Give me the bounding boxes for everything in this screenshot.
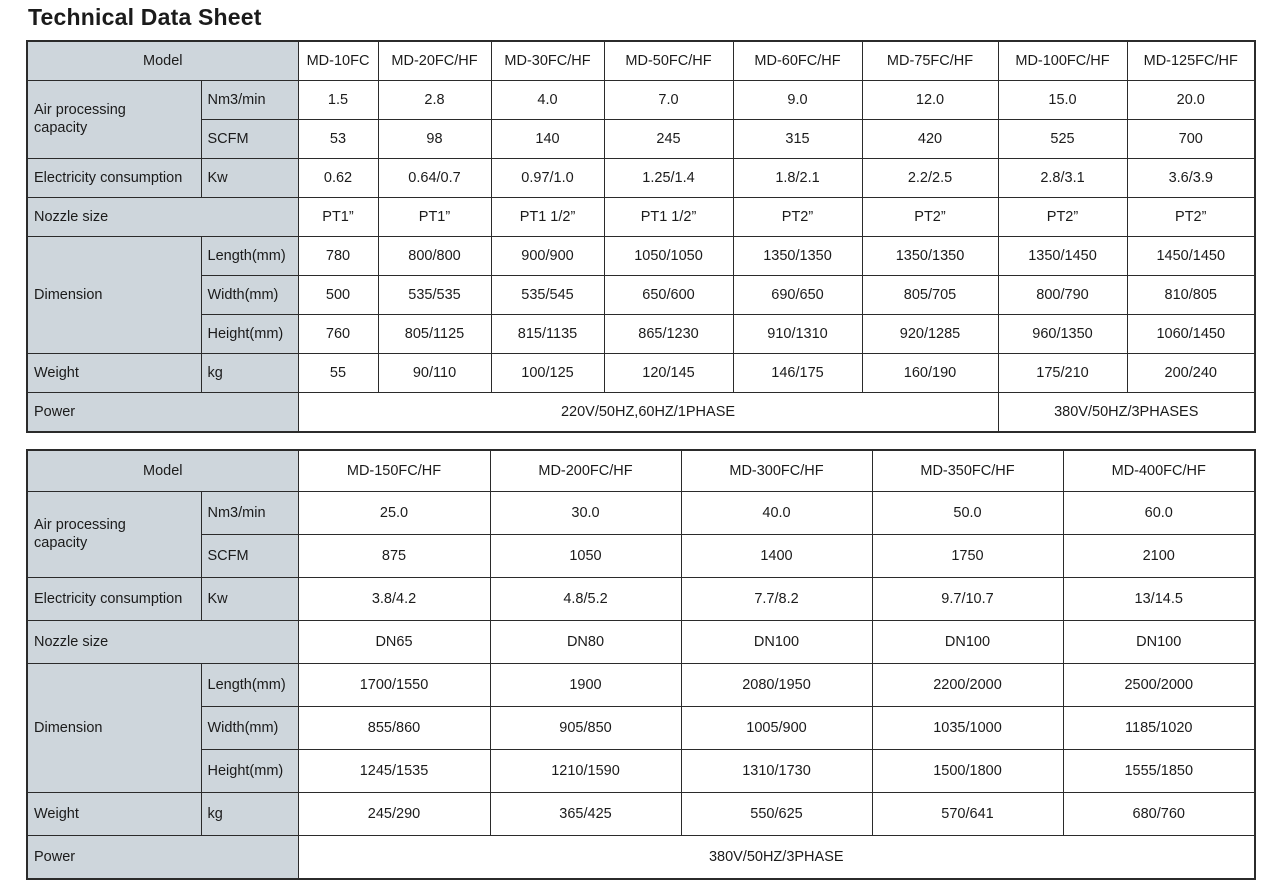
table-row-scfm bbox=[27, 119, 1255, 158]
power-value-cell: 220V/50HZ,60HZ/1PHASE bbox=[298, 392, 998, 432]
value-cell: 680/760 bbox=[1063, 792, 1255, 835]
value-cell: 1350/1350 bbox=[733, 236, 862, 275]
row-sublabel-scfm: SCFM bbox=[201, 119, 298, 158]
table-row-model-header bbox=[27, 450, 1255, 492]
value-cell: 690/650 bbox=[733, 275, 862, 314]
row-sublabel-length: Length(mm) bbox=[201, 663, 298, 706]
row-sublabel-kg: kg bbox=[201, 792, 298, 835]
value-cell: 245 bbox=[604, 119, 733, 158]
value-cell: 535/535 bbox=[378, 275, 491, 314]
row-sublabel-scfm: SCFM bbox=[201, 534, 298, 577]
value-cell: 1245/1535 bbox=[298, 749, 490, 792]
value-cell: 175/210 bbox=[998, 353, 1127, 392]
table-row-length bbox=[27, 663, 1255, 706]
value-cell: 12.0 bbox=[862, 80, 998, 119]
value-cell: DN65 bbox=[298, 620, 490, 663]
value-cell: 1.8/2.1 bbox=[733, 158, 862, 197]
row-sublabel-width: Width(mm) bbox=[201, 706, 298, 749]
value-cell: 1700/1550 bbox=[298, 663, 490, 706]
row-sublabel-height: Height(mm) bbox=[201, 749, 298, 792]
value-cell: 15.0 bbox=[998, 80, 1127, 119]
value-cell: 805/1125 bbox=[378, 314, 491, 353]
model-name-cell: MD-20FC/HF bbox=[378, 41, 491, 81]
value-cell: 800/800 bbox=[378, 236, 491, 275]
model-name-cell: MD-10FC bbox=[298, 41, 378, 81]
value-cell: 2.8 bbox=[378, 80, 491, 119]
row-label-air-processing-capacity bbox=[27, 80, 201, 158]
power-value-cell: 380V/50HZ/3PHASE bbox=[298, 835, 1255, 879]
row-sublabel-nm3min: Nm3/min bbox=[201, 80, 298, 119]
value-cell: 365/425 bbox=[490, 792, 681, 835]
table-row-weight bbox=[27, 353, 1255, 392]
table-row-model-header bbox=[27, 41, 1255, 81]
air-capacity-line1: Air processing bbox=[34, 101, 126, 118]
row-sublabel-height: Height(mm) bbox=[201, 314, 298, 353]
value-cell: 25.0 bbox=[298, 491, 490, 534]
value-cell: 90/110 bbox=[378, 353, 491, 392]
row-label-electricity-consumption: Electricity consumption bbox=[27, 577, 201, 620]
value-cell: 1050/1050 bbox=[604, 236, 733, 275]
value-cell: 700 bbox=[1127, 119, 1255, 158]
value-cell: 0.64/0.7 bbox=[378, 158, 491, 197]
value-cell: 1400 bbox=[681, 534, 872, 577]
value-cell: 905/850 bbox=[490, 706, 681, 749]
row-label-dimension: Dimension bbox=[27, 236, 201, 353]
table-row-scfm bbox=[27, 534, 1255, 577]
value-cell: 30.0 bbox=[490, 491, 681, 534]
value-cell: 40.0 bbox=[681, 491, 872, 534]
row-label-dimension: Dimension bbox=[27, 663, 201, 792]
value-cell: PT1 1/2” bbox=[604, 197, 733, 236]
value-cell: 1060/1450 bbox=[1127, 314, 1255, 353]
value-cell: 500 bbox=[298, 275, 378, 314]
row-label-power: Power bbox=[27, 392, 298, 432]
value-cell: 1210/1590 bbox=[490, 749, 681, 792]
value-cell: 50.0 bbox=[872, 491, 1063, 534]
value-cell: 2.8/3.1 bbox=[998, 158, 1127, 197]
value-cell: 2500/2000 bbox=[1063, 663, 1255, 706]
row-label-power: Power bbox=[27, 835, 298, 879]
value-cell: PT2” bbox=[998, 197, 1127, 236]
value-cell: 810/805 bbox=[1127, 275, 1255, 314]
row-label-nozzle-size: Nozzle size bbox=[27, 620, 298, 663]
value-cell: 20.0 bbox=[1127, 80, 1255, 119]
value-cell: 3.6/3.9 bbox=[1127, 158, 1255, 197]
value-cell: 1035/1000 bbox=[872, 706, 1063, 749]
technical-data-sheet-page bbox=[0, 4, 1280, 865]
row-sublabel-length: Length(mm) bbox=[201, 236, 298, 275]
value-cell: 200/240 bbox=[1127, 353, 1255, 392]
value-cell: 160/190 bbox=[862, 353, 998, 392]
value-cell: 550/625 bbox=[681, 792, 872, 835]
value-cell: 9.0 bbox=[733, 80, 862, 119]
power-value-cell: 380V/50HZ/3PHASES bbox=[998, 392, 1255, 432]
row-sublabel-kw: Kw bbox=[201, 577, 298, 620]
table-row-power bbox=[27, 392, 1255, 432]
value-cell: 535/545 bbox=[491, 275, 604, 314]
value-cell: 1450/1450 bbox=[1127, 236, 1255, 275]
table-row-width bbox=[27, 706, 1255, 749]
value-cell: PT1” bbox=[378, 197, 491, 236]
value-cell: 4.0 bbox=[491, 80, 604, 119]
value-cell: 7.7/8.2 bbox=[681, 577, 872, 620]
row-label-electricity-consumption: Electricity consumption bbox=[27, 158, 201, 197]
row-label-weight: Weight bbox=[27, 353, 201, 392]
value-cell: 1900 bbox=[490, 663, 681, 706]
value-cell: 1555/1850 bbox=[1063, 749, 1255, 792]
value-cell: 855/860 bbox=[298, 706, 490, 749]
model-header-label: Model bbox=[27, 41, 298, 81]
value-cell: 420 bbox=[862, 119, 998, 158]
value-cell: 0.62 bbox=[298, 158, 378, 197]
value-cell: 3.8/4.2 bbox=[298, 577, 490, 620]
spec-table-small-models bbox=[26, 40, 1256, 433]
value-cell: 1.25/1.4 bbox=[604, 158, 733, 197]
value-cell: DN100 bbox=[1063, 620, 1255, 663]
model-name-cell: MD-300FC/HF bbox=[681, 450, 872, 492]
table-row-weight bbox=[27, 792, 1255, 835]
table-row-power bbox=[27, 835, 1255, 879]
model-name-cell: MD-50FC/HF bbox=[604, 41, 733, 81]
model-name-cell: MD-100FC/HF bbox=[998, 41, 1127, 81]
value-cell: 4.8/5.2 bbox=[490, 577, 681, 620]
value-cell: PT2” bbox=[862, 197, 998, 236]
value-cell: 800/790 bbox=[998, 275, 1127, 314]
model-name-cell: MD-60FC/HF bbox=[733, 41, 862, 81]
value-cell: 55 bbox=[298, 353, 378, 392]
value-cell: 525 bbox=[998, 119, 1127, 158]
value-cell: DN100 bbox=[681, 620, 872, 663]
value-cell: 875 bbox=[298, 534, 490, 577]
value-cell: 53 bbox=[298, 119, 378, 158]
value-cell: 9.7/10.7 bbox=[872, 577, 1063, 620]
row-sublabel-kg: kg bbox=[201, 353, 298, 392]
value-cell: 1310/1730 bbox=[681, 749, 872, 792]
value-cell: 1350/1350 bbox=[862, 236, 998, 275]
row-label-nozzle-size: Nozzle size bbox=[27, 197, 298, 236]
value-cell: 910/1310 bbox=[733, 314, 862, 353]
value-cell: 1350/1450 bbox=[998, 236, 1127, 275]
value-cell: 815/1135 bbox=[491, 314, 604, 353]
table-row-length bbox=[27, 236, 1255, 275]
value-cell: 0.97/1.0 bbox=[491, 158, 604, 197]
value-cell: PT1 1/2” bbox=[491, 197, 604, 236]
table-row-nm3min bbox=[27, 80, 1255, 119]
table-row-electricity-consumption bbox=[27, 577, 1255, 620]
value-cell: 1750 bbox=[872, 534, 1063, 577]
value-cell: 650/600 bbox=[604, 275, 733, 314]
value-cell: DN100 bbox=[872, 620, 1063, 663]
model-header-label: Model bbox=[27, 450, 298, 492]
value-cell: 920/1285 bbox=[862, 314, 998, 353]
table-row-width bbox=[27, 275, 1255, 314]
value-cell: 780 bbox=[298, 236, 378, 275]
value-cell: 2200/2000 bbox=[872, 663, 1063, 706]
model-name-cell: MD-125FC/HF bbox=[1127, 41, 1255, 81]
air-capacity-line2: capacity bbox=[34, 120, 88, 137]
value-cell: 805/705 bbox=[862, 275, 998, 314]
value-cell: 2.2/2.5 bbox=[862, 158, 998, 197]
value-cell: 1500/1800 bbox=[872, 749, 1063, 792]
table-row-height bbox=[27, 749, 1255, 792]
value-cell: PT2” bbox=[733, 197, 862, 236]
value-cell: 146/175 bbox=[733, 353, 862, 392]
table-row-nozzle-size bbox=[27, 197, 1255, 236]
spec-table-large-models bbox=[26, 449, 1256, 880]
value-cell: 960/1350 bbox=[998, 314, 1127, 353]
value-cell: 1.5 bbox=[298, 80, 378, 119]
row-label-air-processing-capacity bbox=[27, 491, 201, 577]
table-row-nozzle-size bbox=[27, 620, 1255, 663]
value-cell: PT1” bbox=[298, 197, 378, 236]
table-row-electricity-consumption bbox=[27, 158, 1255, 197]
model-name-cell: MD-30FC/HF bbox=[491, 41, 604, 81]
model-name-cell: MD-200FC/HF bbox=[490, 450, 681, 492]
table-row-height bbox=[27, 314, 1255, 353]
value-cell: 2100 bbox=[1063, 534, 1255, 577]
air-capacity-line1: Air processing bbox=[34, 516, 126, 533]
value-cell: 1050 bbox=[490, 534, 681, 577]
value-cell: 2080/1950 bbox=[681, 663, 872, 706]
value-cell: 120/145 bbox=[604, 353, 733, 392]
table-spacer bbox=[26, 433, 1254, 449]
model-name-cell: MD-75FC/HF bbox=[862, 41, 998, 81]
value-cell: 100/125 bbox=[491, 353, 604, 392]
value-cell: DN80 bbox=[490, 620, 681, 663]
model-name-cell: MD-400FC/HF bbox=[1063, 450, 1255, 492]
air-capacity-line2: capacity bbox=[34, 535, 88, 552]
row-sublabel-kw: Kw bbox=[201, 158, 298, 197]
value-cell: 13/14.5 bbox=[1063, 577, 1255, 620]
model-name-cell: MD-150FC/HF bbox=[298, 450, 490, 492]
value-cell: 98 bbox=[378, 119, 491, 158]
value-cell: 1005/900 bbox=[681, 706, 872, 749]
value-cell: 865/1230 bbox=[604, 314, 733, 353]
row-label-weight: Weight bbox=[27, 792, 201, 835]
value-cell: 140 bbox=[491, 119, 604, 158]
row-sublabel-width: Width(mm) bbox=[201, 275, 298, 314]
table-row-nm3min bbox=[27, 491, 1255, 534]
value-cell: 760 bbox=[298, 314, 378, 353]
value-cell: PT2” bbox=[1127, 197, 1255, 236]
value-cell: 245/290 bbox=[298, 792, 490, 835]
value-cell: 7.0 bbox=[604, 80, 733, 119]
row-sublabel-nm3min: Nm3/min bbox=[201, 491, 298, 534]
value-cell: 900/900 bbox=[491, 236, 604, 275]
value-cell: 1185/1020 bbox=[1063, 706, 1255, 749]
page-title: Technical Data Sheet bbox=[28, 4, 262, 30]
value-cell: 315 bbox=[733, 119, 862, 158]
value-cell: 60.0 bbox=[1063, 491, 1255, 534]
value-cell: 570/641 bbox=[872, 792, 1063, 835]
model-name-cell: MD-350FC/HF bbox=[872, 450, 1063, 492]
